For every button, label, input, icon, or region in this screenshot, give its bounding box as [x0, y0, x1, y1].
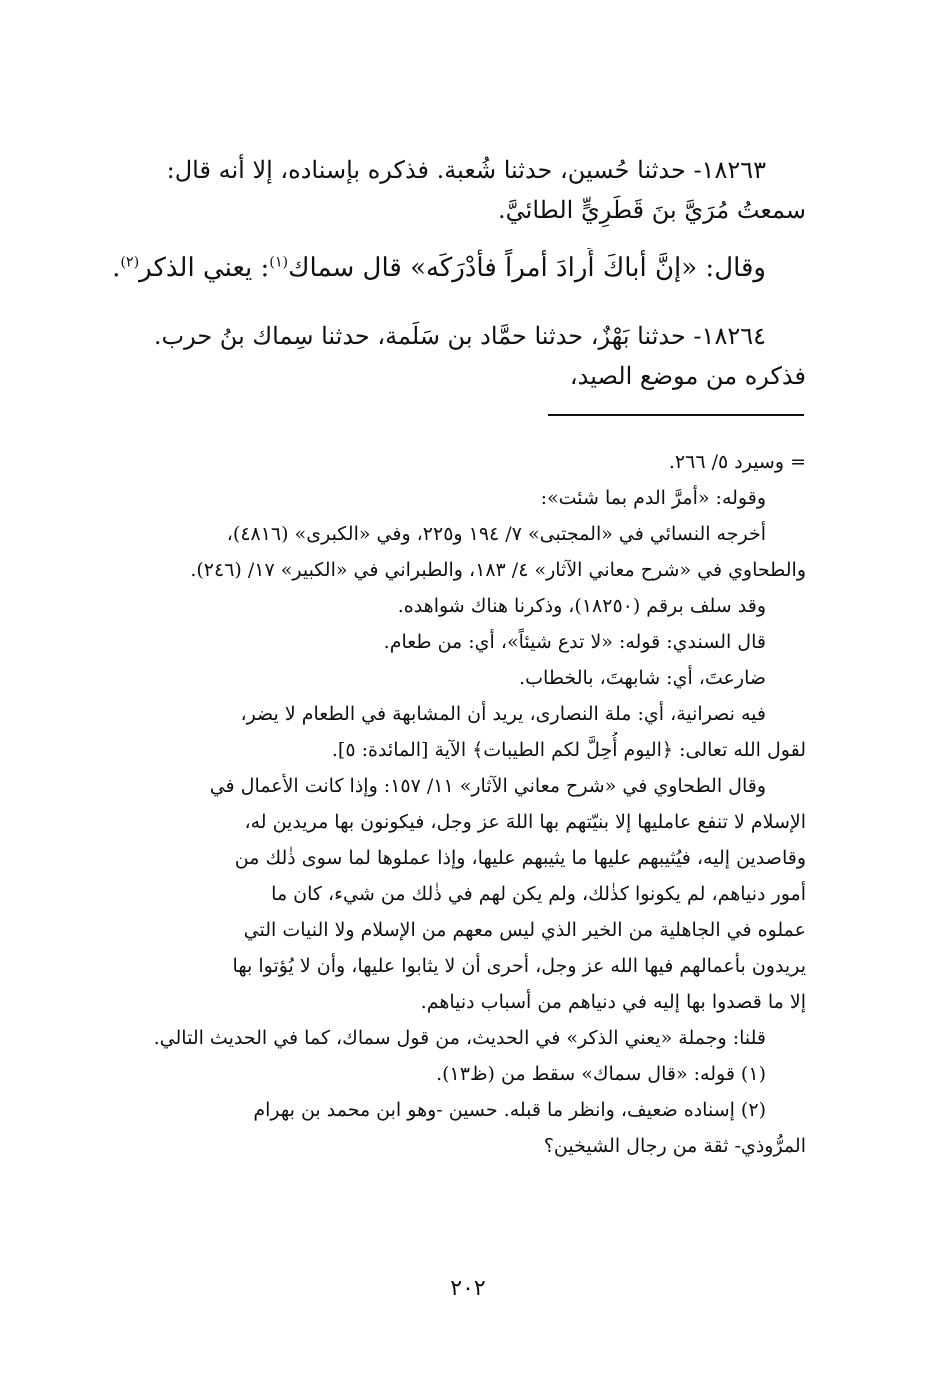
- footnote-line: وقوله: «أمرَّ الدم بما شئت»:: [540, 487, 766, 509]
- footnote-separator: [548, 414, 804, 416]
- footnote-line: وقد سلف برقم (١٨٢٥٠)، وذكرنا هناك شواهده.: [397, 595, 766, 617]
- footnote-line: الإسلام لا تنفع عامليها إلا بنيّتهم بها اللهَ عز وجل، فيكونون بها مريدين له،: [244, 811, 806, 833]
- hadith-18263-saying: [108, 248, 806, 288]
- footnote-line: والطحاوي في «شرح معاني الآثار» ٤/ ١٨٣، والطبراني في «الكبير» ١٧/ (٢٤٦).: [190, 559, 806, 581]
- footnote-line: وقال الطحاوي في «شرح معاني الآثار» ١١/ ١٥٧: وإذا كانت الأعمال في: [209, 775, 766, 797]
- footnote-ref-1: (١): [269, 254, 289, 271]
- hadith-18263-line-1: ١٨٢٦٣- حدثنا حُسين، حدثنا شُعبة. فذكره بإسناده، إلا أنه قال:: [166, 156, 766, 184]
- footnote-ref-2: (٢): [120, 254, 140, 271]
- hadith-18264-line-1: ١٨٢٦٤- حدثنا بَهْزٌ، حدثنا حمَّاد بن سَلَمة، حدثنا سِماك بنُ حرب.: [153, 322, 766, 350]
- hadith-18263: [108, 150, 806, 230]
- footnote-line: إلا ما قصدوا بها إليه في دنياهم من أسباب دنياهم.: [420, 991, 806, 1013]
- footnote-line: وقاصدين إليه، فيُثيبهم عليها ما يثيبهم عليها، وإذا عملوها لما سوى ذٰلك من: [234, 847, 806, 869]
- hadith-18264: [108, 316, 806, 396]
- footnote-line: ضارعتَ، أي: شابهتَ، بالخطاب.: [519, 667, 766, 689]
- footnote-line: عملوه في الجاهلية من الخير الذي ليس معهم من الإسلام ولا النيات التي: [243, 919, 806, 941]
- footnote-line: قلنا: وجملة «يعني الذكر» في الحديث، من قول سماك، كما في الحديث التالي.: [153, 1027, 766, 1049]
- footnote-line: قال السندي: قوله: «لا تدع شيئاً»، أي: من طعام.: [383, 631, 766, 653]
- saying-end: .: [112, 253, 121, 283]
- page-number: ٢٠٢: [450, 1276, 486, 1301]
- saying-line: [108, 248, 806, 288]
- hadith-18264-line-2: فذكره من موضع الصيد،: [569, 362, 806, 390]
- footnote-line: لقول الله تعالى: ﴿اليوم أُحِلَّ لكم الطيبات﴾ الآية [المائدة: ٥].: [331, 739, 806, 761]
- hadith-18263-line-2: سمعتُ مُرَيَّ بنَ قَطَرِيٍّ الطائيَّ.: [498, 196, 806, 224]
- saying-text: وقال: «إنَّ أباكَ أَرادَ أمراً فأَدْرَكَه» قال سماك: [288, 253, 766, 283]
- footnote-line: يريدون بأعمالهم فيها الله عز وجل، أحرى أن لا يثابوا عليها، وأن لا يُؤتوا بها: [232, 955, 806, 977]
- saying-gloss: : يعني الذكر: [139, 253, 270, 283]
- footnote-line: أخرجه النسائي في «المجتبى» ٧/ ١٩٤ و٢٢٥، وفي «الكبرى» (٤٨١٦)،: [226, 523, 766, 545]
- footnote-line: = وسيرد ٥/ ٢٦٦.: [668, 451, 806, 473]
- footnote-1: (١) قوله: «قال سماك» سقط من (ظ١٣).: [436, 1063, 766, 1085]
- footnote-line: المرُّوذي- ثقة من رجال الشيخين؟: [543, 1135, 806, 1157]
- footnote-line: أمور دنياهم، لم يكونوا كذٰلك، ولم يكن لهم في ذٰلك من شيء، كان ما: [271, 883, 806, 905]
- footnote-line: فيه نصرانية، أي: ملة النصارى، يريد أن المشابهة في الطعام لا يضر،: [240, 703, 766, 725]
- footnotes: [108, 444, 806, 1164]
- footnote-2: (٢) إسناده ضعيف، وانظر ما قبله. حسين -وهو ابن محمد بن بهرام: [253, 1099, 766, 1121]
